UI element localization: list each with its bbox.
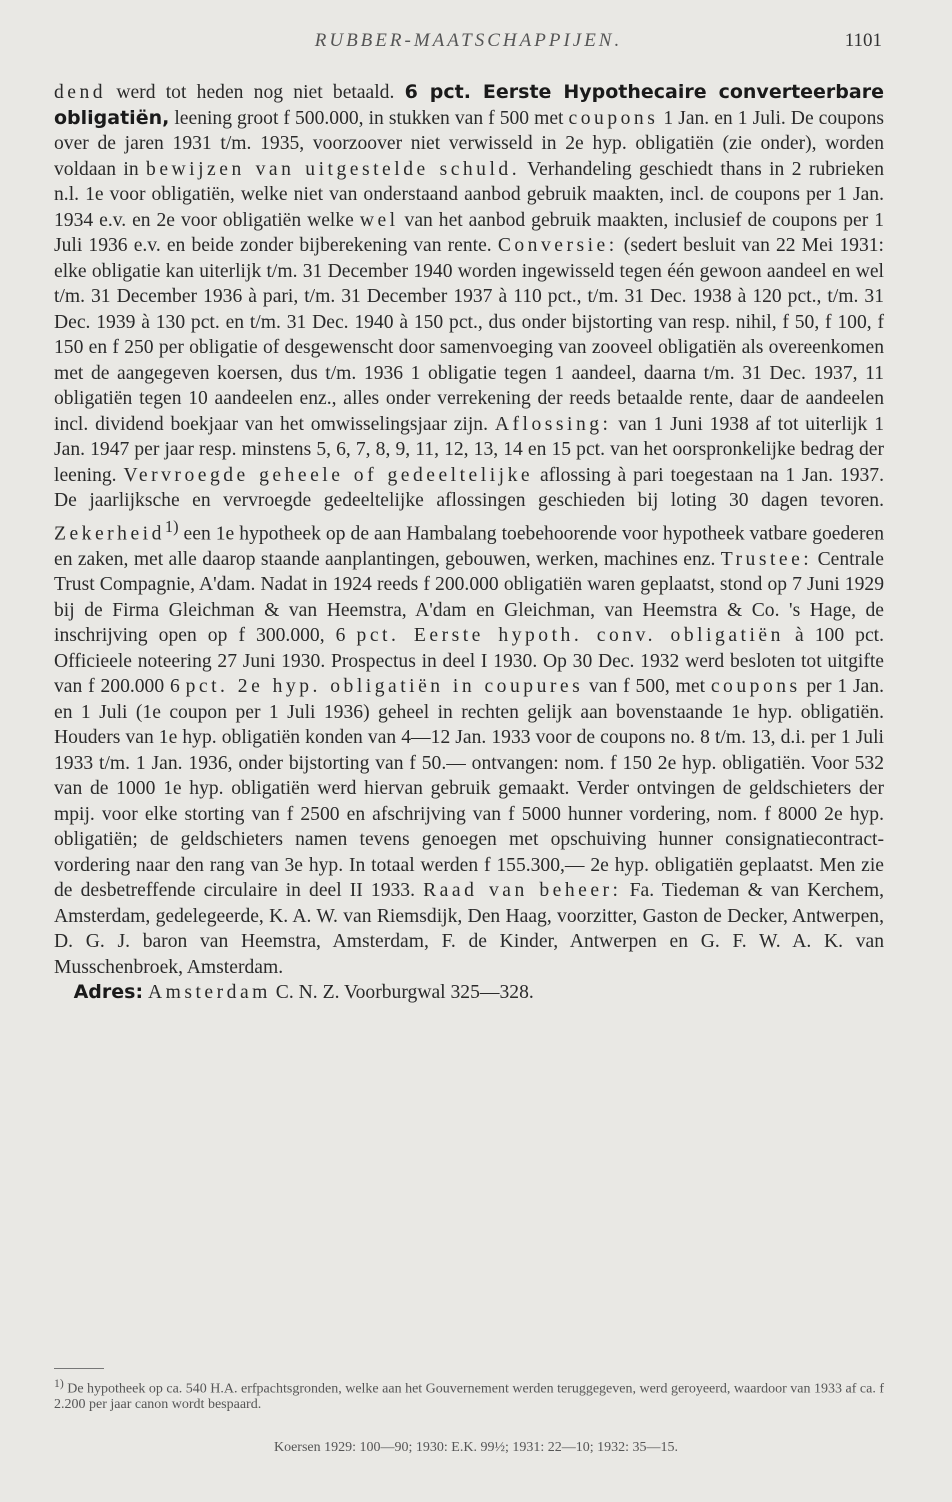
spaced-text: coupons <box>568 107 659 129</box>
price-quotes: Koersen 1929: 100—90; 1930: E.K. 99½; 1931: 22—10; 1932: 35—15. <box>273 1440 679 1455</box>
body-text <box>54 80 884 1006</box>
page-number: 1101 <box>844 30 882 51</box>
footnote-divider <box>54 1368 104 1369</box>
spaced-text: pct. Eerste hypoth. conv. obligatiën <box>356 625 784 647</box>
text-run: leening groot f 500.000, in stukken van f 500 met <box>169 107 569 129</box>
text-run: à 100 pct. Officieele noteering 27 Juni 1930. Prospectus in deel I 1930. Op 30 Dec. 1932 werd besloten tot uitgifte van f 200.000 6 <box>54 625 885 698</box>
spaced-text: coupons <box>710 676 801 698</box>
spaced-text: bewijzen van uitgestelde schuld. <box>146 158 521 180</box>
text-run: Centrale Trust Compagnie, A'dam. Nadat in 1924 reeds f 200.000 obligatiën waren geplaatst, stond op 7 Juni 1929 bij de Firma Gleichman & van Heemstra, A'dam en Gleichman, van Heemstra & Co. 's Hage, de inschrijving open op f 300.000, 6 <box>54 548 884 647</box>
footnote-marker: 1) <box>54 1377 64 1390</box>
footnote-text: De hypotheek op ca. 540 H.A. erfpachtsgronden, welke aan het Gouvernement werden teruggegeven, werd geroyeerd, waardoor van 1933 af ca. f 2.200 per jaar canon wordt bespaard. <box>54 1381 884 1413</box>
spaced-text: dend <box>54 82 107 103</box>
text-run: per 1 Jan. en 1 Juli (1e coupon per 1 Juli 1936) geheel in rechten gelijk aan bovenstaande 1e hyp. obligatiën. Houders van 1e hyp. obligatiën konden van 4—12 Jan. 1933 voor de coupons no. 8 t/m. 13, d.i. per 1 Juli 1933 t/m. 1 Jan. 1936, onder bijstorting van f 50.— ontvangen: nom. f 150 2e hyp. obligatiën. Voor 532 van de 1000 1e hyp. obligatiën werd hiervan gebruik gemaakt. Verder ontvingen de geldschieters der mpij. voor elke storting van f 2500 en afschrijving van f 5000 hunner vordering, nom. f 8000 2e hyp. obligatiën; de geldschieters namen tevens genoegen met opschuiving hunner consignatiecontract-vordering naar den rang van 3e hyp. In totaal werden f 155.300,— 2e hyp. obligatiën geplaatst. Men zie de desbetreffende circulaire in deel II 1933. <box>54 676 884 902</box>
address-line <box>54 980 884 1006</box>
text-run: van f 500, met <box>583 676 711 698</box>
address-street: C. N. Z. Voorburgwal 325—328. <box>270 982 534 1004</box>
zekerheid-heading: Zekerheid <box>54 523 165 545</box>
address-city: Amsterdam <box>147 982 271 1004</box>
text-run: Fa. Tiedeman & van Kerchem, Amsterdam, gedelegeerde, K. A. W. van Riemsdijk, Den Haag, voorzitter, Gaston de Decker, Antwerpen, D. G. J. baron van Heemstra, Amsterdam, F. de Kinder, Antwerpen en G. F. W. A. K. van Musschenbroek, Amsterdam. <box>54 880 885 978</box>
text-run: (sedert besluit van 22 Mei 1931: elke obligatie kan uiterlijk t/m. 31 December 1940 worden ingewisseld tegen één gewoon aandeel en wel t/m. 31 December 1936 à pari, t/m. 31 December 1937 à 110 pct., t/m. 31 Dec. 1938 à 120 pct., t/m. 31 Dec. 1939 à 130 pct. en t/m. 31 Dec. 1940 à 150 pct., dus onder bijstorting van resp. nihil, f 50, f 100, f 150 en f 250 per obligatie of desgewenscht door samenvoeging van zooveel obligatiën als overeenkomen met de aangegeven koersen, dus t/m. 1936 1 obligatie tegen 1 aandeel, daarna t/m. 31 Dec. 1937, 11 obligatiën tegen 10 aandeelen enz., alles onder verrekening der reeds betaalde rente, daar de aandeelen incl. dividend boekjaar van het omwisselingsjaar zijn. <box>54 235 884 435</box>
text-run: aflossing à pari toegestaan na 1 Jan. 1937. De jaarlijksche en vervroegde gedeeltelijke aflossingen geschieden bij loting 30 dagen tevoren. <box>54 464 884 511</box>
running-title: RUBBER-MAATSCHAPPIJEN. <box>314 30 623 51</box>
spaced-text: Vervroegde geheele of gedeeltelijke <box>123 464 534 486</box>
footnote <box>54 1376 884 1413</box>
spaced-text: wel <box>359 209 399 231</box>
conversie-heading: Conversie: <box>497 235 618 256</box>
trustee-heading: Trustee: <box>720 548 813 570</box>
aflossing-heading: Aflossing: <box>494 413 612 435</box>
text-run: van 1 Juni 1938 af tot uiterlijk 1 Jan. 1947 per jaar resp. minstens 5, 6, 7, 8, 9, 11, 12, 13, 14 en 15 pct. van het oorspronkelijke bedrag der leening. <box>54 413 884 486</box>
address-label: Adres: <box>73 981 144 1004</box>
bond-heading: 6 pct. Eerste Hypothecaire converteerbare obligatiën, <box>54 81 884 129</box>
raad-van-beheer-heading: Raad van beheer: <box>423 880 622 902</box>
text-run: 1 Jan. en 1 Juli. De coupons over de jaren 1931 t/m. 1935, voorzoover niet verwisseld in 2e hyp. obligatiën (zie onder), worden voldaan in <box>54 107 884 180</box>
spaced-text: pct. 2e hyp. obligatiën in coupures <box>185 676 584 698</box>
page-header <box>55 30 882 60</box>
text-run: van het aanbod gebruik maakten, inclusief de coupons per 1 Juli 1936 e.v. en beide zonder bijberekening van rente. <box>54 209 884 256</box>
footnote-ref: 1) <box>164 516 179 536</box>
text-run: een 1e hypotheek op de aan Hambalang toebehoorende voor hypotheek vatbare goederen en zaken, met alle daarop staande aanplantingen, gebouwen, werken, machines enz. <box>54 523 884 570</box>
text-run: Verhandeling geschiedt thans in 2 rubrieken n.l. 1e voor obligatiën, welke niet van onderstaand aanbod gebruik maakten, incl. de coupons per 1 Jan. 1934 e.v. en 2e voor obligatiën welke <box>54 158 884 231</box>
main-paragraph <box>54 80 884 980</box>
text-run: werd tot heden nog niet betaald. <box>106 82 405 103</box>
